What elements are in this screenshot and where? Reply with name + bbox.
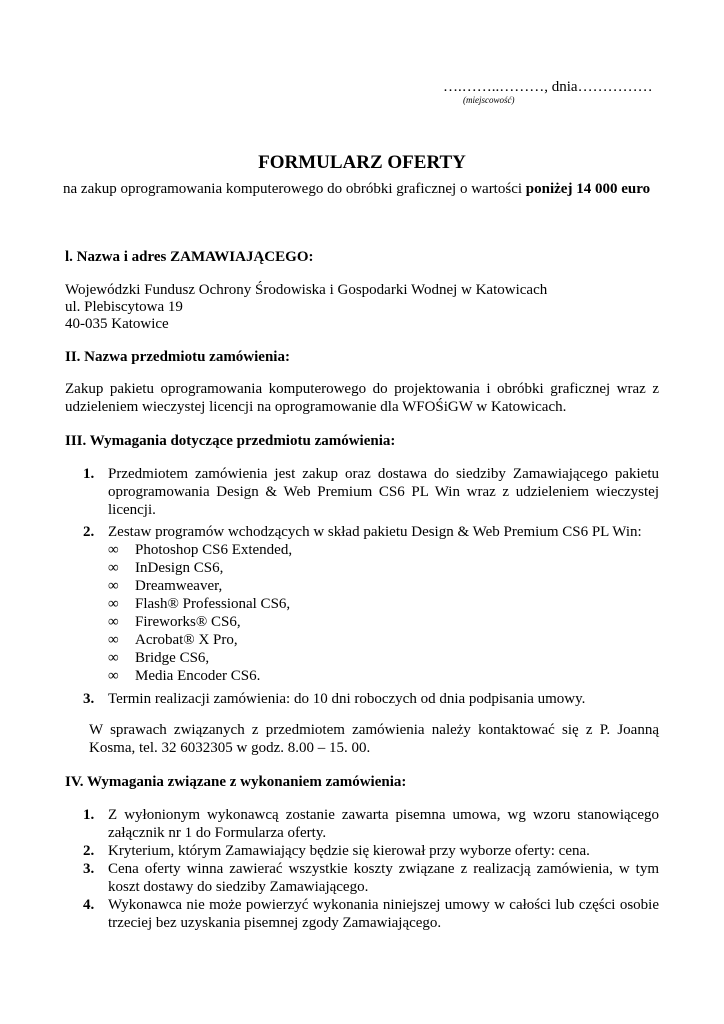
subtitle-text: na zakup oprogramowania komputerowego do obróbki graficznej o wartości (63, 181, 526, 197)
list-number: 3. (83, 861, 95, 877)
subtitle-bold: poniżej 14 000 euro (525, 181, 651, 197)
bullet-symbol: ∞ (108, 578, 119, 594)
list-number: 1. (83, 807, 95, 823)
subtitle (63, 180, 650, 198)
address-line: Wojewódzki Fundusz Ochrony Środowiska i Gospodarki Wodnej w Katowicach (65, 282, 548, 298)
section2-heading: II. Nazwa przedmiotu zamówienia: (65, 349, 290, 365)
list-number: 1. (83, 466, 95, 482)
list-item: Termin realizacji zamówienia: do 10 dni roboczych od dnia podpisania umowy. (108, 691, 586, 707)
bullet-symbol: ∞ (108, 614, 119, 630)
list-number: 2. (83, 524, 95, 540)
section3-heading: III. Wymagania dotyczące przedmiotu zamówienia: (65, 433, 396, 449)
list-item: Wykonawca nie może powierzyć wykonania niniejszej umowy w całości lub części osobie trzeciej bez uzyskania pisemnej zgody Zamawiającego. (108, 897, 659, 931)
list-number: 2. (83, 843, 95, 859)
bullet-symbol: ∞ (108, 632, 119, 648)
list-number: 4. (83, 897, 95, 913)
section1-heading-bold: ZAMAWIAJĄCEGO: (170, 249, 314, 265)
list-item: Cena oferty winna zawierać wszystkie koszty związane z realizacją zamówienia, w tym koszt dostawy do siedziby Zamawiającego. (108, 861, 659, 895)
bullet-symbol: ∞ (108, 668, 119, 684)
bullet-item: Dreamweaver, (135, 578, 223, 594)
address-line: ul. Plebiscytowa 19 (65, 299, 183, 315)
section1-heading (65, 248, 313, 266)
bullet-item: Flash® Professional CS6, (135, 596, 291, 612)
bullet-item: Photoshop CS6 Extended, (135, 542, 293, 558)
list-item: Zestaw programów wchodzących w skład pakietu Design & Web Premium CS6 PL Win: (108, 524, 642, 540)
bullet-item: Fireworks® CS6, (135, 614, 241, 630)
section2-body: Zakup pakietu oprogramowania komputerowego do projektowania i obróbki graficznej wraz z udzieleniem wieczystej licencji na oprogramowanie dla WFOŚiGW w Katowicach. (65, 381, 659, 415)
section4-heading: IV. Wymagania związane z wykonaniem zamówienia: (65, 774, 407, 790)
list-item: Z wyłonionym wykonawcą zostanie zawarta pisemna umowa, wg wzoru stanowiącego załącznik nr 1 do Formularza oferty. (108, 807, 659, 841)
bullet-item: Media Encoder CS6. (135, 668, 261, 684)
address-line: 40-035 Katowice (65, 316, 169, 332)
date-line: ….……..………, dnia…………… (443, 79, 653, 95)
list-item: Przedmiotem zamówienia jest zakup oraz dostawa do siedziby Zamawiającego pakietu oprogramowania Design & Web Premium CS6 PL Win wraz z udzieleniem wieczystej licencji. (108, 466, 659, 518)
contact-info: W sprawach związanych z przedmiotem zamówienia należy kontaktować się z P. Joanną Kosma, tel. 32 6032305 w godz. 8.00 – 15. 00. (89, 722, 659, 756)
section1-heading-prefix: l. Nazwa i adres (65, 249, 171, 265)
bullet-symbol: ∞ (108, 596, 119, 612)
bullet-item: InDesign CS6, (135, 560, 224, 576)
list-item: Kryterium, którym Zamawiający będzie się kierował przy wyborze oferty: cena. (108, 843, 590, 859)
bullet-symbol: ∞ (108, 542, 119, 558)
bullet-item: Bridge CS6, (135, 650, 210, 666)
page-title: FORMULARZ OFERTY (258, 152, 466, 173)
bullet-symbol: ∞ (108, 650, 119, 666)
list-number: 3. (83, 691, 95, 707)
place-label: (miejscowość) (463, 95, 515, 105)
bullet-symbol: ∞ (108, 560, 119, 576)
bullet-item: Acrobat® X Pro, (135, 632, 238, 648)
